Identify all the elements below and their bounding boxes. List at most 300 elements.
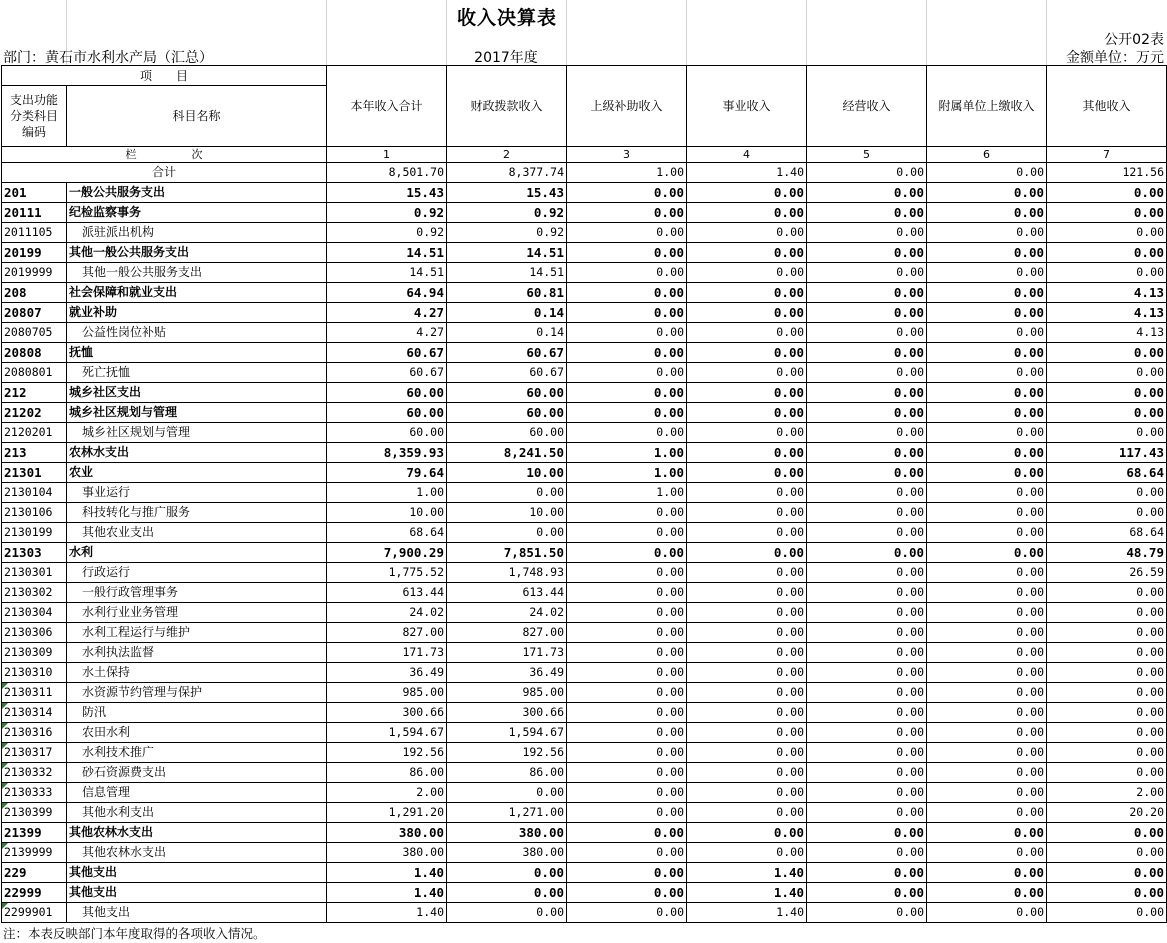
cell-value[interactable]: 0.00	[1047, 823, 1167, 843]
cell-value[interactable]: 14.51	[327, 243, 447, 263]
cell-value[interactable]: 15.43	[327, 183, 447, 203]
cell-value[interactable]: 0.00	[687, 703, 807, 723]
row-code[interactable]	[2, 483, 67, 503]
cell-value[interactable]: 0.00	[927, 323, 1047, 343]
cell-value[interactable]: 0.00	[1047, 343, 1167, 363]
cell-value[interactable]: 0.00	[927, 443, 1047, 463]
cell-value[interactable]: 0.00	[927, 523, 1047, 543]
cell-value[interactable]: 2.00	[1047, 783, 1167, 803]
row-name[interactable]: 科技转化与推广服务	[67, 503, 327, 523]
row-name[interactable]: 其他水利支出	[67, 803, 327, 823]
cell-value[interactable]: 0.00	[1047, 643, 1167, 663]
cell-value[interactable]: 0.00	[927, 663, 1047, 683]
cell-value[interactable]: 0.00	[807, 523, 927, 543]
cell-value[interactable]: 0.00	[447, 883, 567, 903]
cell-value[interactable]: 0.00	[1047, 483, 1167, 503]
row-name[interactable]: 农田水利	[67, 723, 327, 743]
row-code[interactable]	[2, 463, 67, 483]
cell-value[interactable]: 0.00	[927, 563, 1047, 583]
cell-value[interactable]: 0.00	[807, 243, 927, 263]
row-code[interactable]	[2, 223, 67, 243]
cell-value[interactable]: 0.00	[567, 263, 687, 283]
cell-value[interactable]: 0.00	[687, 283, 807, 303]
cell-value[interactable]: 0.00	[807, 463, 927, 483]
row-code[interactable]	[2, 883, 67, 903]
cell-value[interactable]: 36.49	[447, 663, 567, 683]
cell-value[interactable]: 0.00	[447, 483, 567, 503]
row-code[interactable]	[2, 903, 67, 923]
cell-value[interactable]: 0.00	[1047, 603, 1167, 623]
cell-value[interactable]: 0.00	[1047, 423, 1167, 443]
row-name[interactable]: 其他支出	[67, 903, 327, 923]
cell-value[interactable]: 0.00	[927, 843, 1047, 863]
cell-value[interactable]: 0.00	[927, 643, 1047, 663]
row-name[interactable]: 其他一般公共服务支出	[67, 243, 327, 263]
cell-value[interactable]: 0.00	[807, 423, 927, 443]
cell-value[interactable]: 0.00	[567, 523, 687, 543]
cell-value[interactable]: 0.00	[687, 363, 807, 383]
cell-value[interactable]: 0.00	[807, 783, 927, 803]
cell-value[interactable]: 1.00	[567, 163, 687, 183]
cell-value[interactable]: 0.00	[567, 763, 687, 783]
cell-value[interactable]: 0.00	[687, 623, 807, 643]
row-code[interactable]	[2, 423, 67, 443]
row-name[interactable]: 城乡社区规划与管理	[67, 403, 327, 423]
cell-value[interactable]: 10.00	[327, 503, 447, 523]
cell-value[interactable]: 613.44	[447, 583, 567, 603]
cell-value[interactable]: 1.40	[327, 903, 447, 923]
cell-value[interactable]: 0.00	[567, 423, 687, 443]
cell-value[interactable]: 0.00	[567, 743, 687, 763]
cell-value[interactable]: 2.00	[327, 783, 447, 803]
row-name[interactable]: 防汛	[67, 703, 327, 723]
row-name[interactable]: 信息管理	[67, 783, 327, 803]
cell-value[interactable]: 0.00	[687, 683, 807, 703]
cell-value[interactable]: 0.00	[567, 323, 687, 343]
cell-value[interactable]: 0.14	[447, 323, 567, 343]
cell-value[interactable]: 380.00	[447, 843, 567, 863]
row-name[interactable]: 公益性岗位补贴	[67, 323, 327, 343]
row-name[interactable]: 一般行政管理事务	[67, 583, 327, 603]
row-name[interactable]: 纪检监察事务	[67, 203, 327, 223]
cell-value[interactable]: 48.79	[1047, 543, 1167, 563]
cell-value[interactable]: 0.00	[687, 423, 807, 443]
row-name[interactable]: 水利	[67, 543, 327, 563]
cell-value[interactable]: 0.00	[687, 743, 807, 763]
cell-value[interactable]: 0.00	[567, 663, 687, 683]
cell-value[interactable]: 0.00	[687, 303, 807, 323]
cell-value[interactable]: 0.00	[1047, 683, 1167, 703]
cell-value[interactable]: 0.00	[1047, 843, 1167, 863]
cell-value[interactable]: 0.92	[447, 223, 567, 243]
cell-value[interactable]: 0.00	[927, 743, 1047, 763]
cell-value[interactable]: 0.00	[807, 683, 927, 703]
cell-value[interactable]: 0.00	[687, 463, 807, 483]
cell-value[interactable]: 0.00	[927, 223, 1047, 243]
cell-value[interactable]: 0.00	[927, 723, 1047, 743]
cell-value[interactable]: 0.00	[807, 883, 927, 903]
cell-value[interactable]: 0.92	[327, 223, 447, 243]
row-name[interactable]: 派驻派出机构	[67, 223, 327, 243]
cell-value[interactable]: 0.00	[567, 503, 687, 523]
row-code[interactable]	[2, 843, 67, 863]
cell-value[interactable]: 0.00	[807, 343, 927, 363]
row-code[interactable]	[2, 763, 67, 783]
row-name[interactable]: 其他农林水支出	[67, 823, 327, 843]
cell-value[interactable]: 0.00	[567, 703, 687, 723]
cell-value[interactable]: 0.00	[1047, 883, 1167, 903]
cell-value[interactable]: 0.00	[687, 243, 807, 263]
cell-value[interactable]: 0.00	[567, 403, 687, 423]
cell-value[interactable]: 4.27	[327, 323, 447, 343]
cell-value[interactable]: 60.00	[447, 403, 567, 423]
cell-value[interactable]: 1.00	[327, 483, 447, 503]
cell-value[interactable]: 827.00	[327, 623, 447, 643]
row-code[interactable]	[2, 203, 67, 223]
cell-value[interactable]: 0.00	[927, 543, 1047, 563]
cell-value[interactable]: 1.40	[687, 163, 807, 183]
row-name[interactable]: 其他支出	[67, 883, 327, 903]
cell-value[interactable]: 60.67	[327, 343, 447, 363]
row-name[interactable]: 其他农林水支出	[67, 843, 327, 863]
cell-value[interactable]: 0.00	[927, 363, 1047, 383]
cell-value[interactable]: 0.00	[807, 383, 927, 403]
cell-value[interactable]: 0.00	[927, 423, 1047, 443]
cell-value[interactable]: 1.40	[687, 903, 807, 923]
row-name[interactable]: 城乡社区规划与管理	[67, 423, 327, 443]
row-code[interactable]	[2, 283, 67, 303]
cell-value[interactable]: 0.00	[927, 783, 1047, 803]
row-code[interactable]	[2, 783, 67, 803]
cell-value[interactable]: 0.00	[687, 583, 807, 603]
cell-value[interactable]: 0.00	[807, 563, 927, 583]
cell-value[interactable]: 60.00	[447, 423, 567, 443]
row-name[interactable]: 其他支出	[67, 863, 327, 883]
row-code[interactable]	[2, 603, 67, 623]
cell-value[interactable]: 4.27	[327, 303, 447, 323]
cell-value[interactable]: 68.64	[1047, 523, 1167, 543]
cell-value[interactable]: 0.00	[687, 783, 807, 803]
cell-value[interactable]: 0.00	[1047, 723, 1167, 743]
cell-value[interactable]: 0.00	[447, 863, 567, 883]
cell-value[interactable]: 0.00	[567, 223, 687, 243]
cell-value[interactable]: 613.44	[327, 583, 447, 603]
cell-value[interactable]: 380.00	[447, 823, 567, 843]
cell-value[interactable]: 15.43	[447, 183, 567, 203]
row-name[interactable]: 其他一般公共服务支出	[67, 263, 327, 283]
cell-value[interactable]: 8,501.70	[327, 163, 447, 183]
cell-value[interactable]: 0.00	[1047, 623, 1167, 643]
cell-value[interactable]: 0.00	[687, 503, 807, 523]
cell-value[interactable]: 0.00	[807, 763, 927, 783]
row-name[interactable]: 水利执法监督	[67, 643, 327, 663]
cell-value[interactable]: 4.13	[1047, 303, 1167, 323]
row-code[interactable]	[2, 503, 67, 523]
cell-value[interactable]: 192.56	[447, 743, 567, 763]
cell-value[interactable]: 0.92	[447, 203, 567, 223]
row-name[interactable]: 农林水支出	[67, 443, 327, 463]
cell-value[interactable]: 0.00	[687, 403, 807, 423]
cell-value[interactable]: 4.13	[1047, 323, 1167, 343]
cell-value[interactable]: 60.00	[327, 383, 447, 403]
cell-value[interactable]: 0.00	[927, 583, 1047, 603]
cell-value[interactable]: 0.00	[567, 823, 687, 843]
cell-value[interactable]: 0.00	[927, 823, 1047, 843]
cell-value[interactable]: 0.00	[687, 543, 807, 563]
cell-value[interactable]: 0.00	[687, 443, 807, 463]
cell-value[interactable]: 0.00	[807, 663, 927, 683]
row-name[interactable]: 死亡抚恤	[67, 363, 327, 383]
cell-value[interactable]: 0.00	[567, 343, 687, 363]
cell-value[interactable]: 0.00	[807, 503, 927, 523]
cell-value[interactable]: 0.00	[567, 723, 687, 743]
row-code[interactable]	[2, 803, 67, 823]
cell-value[interactable]: 79.64	[327, 463, 447, 483]
cell-value[interactable]: 8,377.74	[447, 163, 567, 183]
cell-value[interactable]: 0.00	[807, 903, 927, 923]
cell-value[interactable]: 0.00	[927, 343, 1047, 363]
cell-value[interactable]: 171.73	[327, 643, 447, 663]
cell-value[interactable]: 0.00	[927, 463, 1047, 483]
cell-value[interactable]: 0.00	[927, 383, 1047, 403]
cell-value[interactable]: 0.00	[1047, 263, 1167, 283]
cell-value[interactable]: 4.13	[1047, 283, 1167, 303]
row-code[interactable]	[2, 323, 67, 343]
cell-value[interactable]: 0.00	[807, 823, 927, 843]
cell-value[interactable]: 1,594.67	[327, 723, 447, 743]
cell-value[interactable]: 60.67	[447, 343, 567, 363]
cell-value[interactable]: 0.00	[1047, 763, 1167, 783]
cell-value[interactable]: 60.00	[327, 423, 447, 443]
cell-value[interactable]: 10.00	[447, 463, 567, 483]
cell-value[interactable]: 60.81	[447, 283, 567, 303]
cell-value[interactable]: 0.00	[1047, 183, 1167, 203]
cell-value[interactable]: 0.00	[567, 683, 687, 703]
cell-value[interactable]: 0.00	[807, 643, 927, 663]
cell-value[interactable]: 20.20	[1047, 803, 1167, 823]
cell-value[interactable]: 0.00	[687, 343, 807, 363]
cell-value[interactable]: 8,359.93	[327, 443, 447, 463]
cell-value[interactable]: 0.00	[567, 863, 687, 883]
cell-value[interactable]: 0.00	[687, 803, 807, 823]
cell-value[interactable]: 0.00	[807, 403, 927, 423]
cell-value[interactable]: 300.66	[327, 703, 447, 723]
cell-value[interactable]: 0.00	[927, 403, 1047, 423]
cell-value[interactable]: 60.67	[327, 363, 447, 383]
cell-value[interactable]: 0.00	[807, 183, 927, 203]
row-code[interactable]	[2, 563, 67, 583]
cell-value[interactable]: 0.00	[927, 623, 1047, 643]
cell-value[interactable]: 0.00	[807, 203, 927, 223]
cell-value[interactable]: 0.00	[687, 563, 807, 583]
cell-value[interactable]: 0.14	[447, 303, 567, 323]
row-code[interactable]	[2, 343, 67, 363]
cell-value[interactable]: 7,851.50	[447, 543, 567, 563]
cell-value[interactable]: 1,748.93	[447, 563, 567, 583]
row-name[interactable]: 水利技术推广	[67, 743, 327, 763]
row-code[interactable]	[2, 683, 67, 703]
cell-value[interactable]: 68.64	[327, 523, 447, 543]
cell-value[interactable]: 0.00	[807, 843, 927, 863]
cell-value[interactable]: 1,291.20	[327, 803, 447, 823]
cell-value[interactable]: 0.00	[687, 763, 807, 783]
cell-value[interactable]: 36.49	[327, 663, 447, 683]
row-code[interactable]	[2, 663, 67, 683]
row-code[interactable]	[2, 583, 67, 603]
row-name[interactable]: 水利工程运行与维护	[67, 623, 327, 643]
cell-value[interactable]: 7,900.29	[327, 543, 447, 563]
row-code[interactable]	[2, 403, 67, 423]
cell-value[interactable]: 0.00	[567, 883, 687, 903]
row-code[interactable]	[2, 383, 67, 403]
cell-value[interactable]: 380.00	[327, 823, 447, 843]
cell-value[interactable]: 0.00	[447, 903, 567, 923]
cell-value[interactable]: 8,241.50	[447, 443, 567, 463]
cell-value[interactable]: 0.00	[567, 643, 687, 663]
cell-value[interactable]: 985.00	[447, 683, 567, 703]
row-name[interactable]: 水资源节约管理与保护	[67, 683, 327, 703]
cell-value[interactable]: 60.00	[327, 403, 447, 423]
cell-value[interactable]: 1.00	[567, 483, 687, 503]
cell-value[interactable]: 0.00	[927, 603, 1047, 623]
cell-value[interactable]: 0.00	[927, 883, 1047, 903]
cell-value[interactable]: 0.00	[567, 563, 687, 583]
cell-value[interactable]: 1.40	[687, 863, 807, 883]
cell-value[interactable]: 0.00	[807, 323, 927, 343]
cell-value[interactable]: 171.73	[447, 643, 567, 663]
cell-value[interactable]: 0.00	[807, 603, 927, 623]
cell-value[interactable]: 827.00	[447, 623, 567, 643]
cell-value[interactable]: 0.00	[687, 483, 807, 503]
cell-value[interactable]: 0.00	[567, 383, 687, 403]
cell-value[interactable]: 0.92	[327, 203, 447, 223]
cell-value[interactable]: 0.00	[687, 183, 807, 203]
cell-value[interactable]: 0.00	[687, 323, 807, 343]
cell-value[interactable]: 0.00	[807, 223, 927, 243]
cell-value[interactable]: 68.64	[1047, 463, 1167, 483]
cell-value[interactable]: 0.00	[927, 703, 1047, 723]
cell-value[interactable]: 60.67	[447, 363, 567, 383]
cell-value[interactable]: 0.00	[927, 863, 1047, 883]
row-code[interactable]	[2, 303, 67, 323]
cell-value[interactable]: 0.00	[1047, 863, 1167, 883]
cell-value[interactable]: 1.00	[567, 443, 687, 463]
cell-value[interactable]: 0.00	[927, 283, 1047, 303]
row-name[interactable]: 砂石资源费支出	[67, 763, 327, 783]
cell-value[interactable]: 0.00	[1047, 503, 1167, 523]
cell-value[interactable]: 380.00	[327, 843, 447, 863]
cell-value[interactable]: 24.02	[327, 603, 447, 623]
cell-value[interactable]: 0.00	[927, 903, 1047, 923]
cell-value[interactable]: 0.00	[567, 303, 687, 323]
cell-value[interactable]: 0.00	[807, 443, 927, 463]
row-code[interactable]	[2, 743, 67, 763]
cell-value[interactable]: 86.00	[447, 763, 567, 783]
cell-value[interactable]: 14.51	[327, 263, 447, 283]
cell-value[interactable]: 0.00	[567, 603, 687, 623]
cell-value[interactable]: 64.94	[327, 283, 447, 303]
cell-value[interactable]: 0.00	[567, 843, 687, 863]
cell-value[interactable]: 0.00	[447, 783, 567, 803]
row-name[interactable]: 水土保持	[67, 663, 327, 683]
row-name[interactable]: 其他农业支出	[67, 523, 327, 543]
cell-value[interactable]: 0.00	[687, 523, 807, 543]
cell-value[interactable]: 0.00	[687, 723, 807, 743]
cell-value[interactable]: 86.00	[327, 763, 447, 783]
cell-value[interactable]: 0.00	[927, 263, 1047, 283]
cell-value[interactable]: 0.00	[567, 243, 687, 263]
cell-value[interactable]: 0.00	[807, 283, 927, 303]
cell-value[interactable]: 117.43	[1047, 443, 1167, 463]
cell-value[interactable]: 0.00	[567, 183, 687, 203]
cell-value[interactable]: 60.00	[447, 383, 567, 403]
cell-value[interactable]: 1,594.67	[447, 723, 567, 743]
cell-value[interactable]: 0.00	[687, 383, 807, 403]
row-name[interactable]: 城乡社区支出	[67, 383, 327, 403]
cell-value[interactable]: 0.00	[807, 303, 927, 323]
cell-value[interactable]: 0.00	[807, 803, 927, 823]
cell-value[interactable]: 0.00	[807, 483, 927, 503]
cell-value[interactable]: 0.00	[807, 703, 927, 723]
row-code[interactable]	[2, 863, 67, 883]
row-code[interactable]	[2, 363, 67, 383]
cell-value[interactable]: 0.00	[807, 623, 927, 643]
cell-value[interactable]: 1,271.00	[447, 803, 567, 823]
cell-value[interactable]: 0.00	[807, 543, 927, 563]
cell-value[interactable]: 0.00	[1047, 383, 1167, 403]
row-code[interactable]	[2, 183, 67, 203]
cell-value[interactable]: 0.00	[567, 543, 687, 563]
row-name[interactable]: 社会保障和就业支出	[67, 283, 327, 303]
row-code[interactable]	[2, 623, 67, 643]
cell-value[interactable]: 0.00	[1047, 703, 1167, 723]
cell-value[interactable]: 0.00	[567, 583, 687, 603]
cell-value[interactable]: 121.56	[1047, 163, 1167, 183]
cell-value[interactable]: 0.00	[1047, 903, 1167, 923]
cell-value[interactable]: 0.00	[927, 243, 1047, 263]
cell-value[interactable]: 0.00	[927, 683, 1047, 703]
cell-value[interactable]: 985.00	[327, 683, 447, 703]
cell-value[interactable]: 0.00	[927, 303, 1047, 323]
cell-value[interactable]: 0.00	[567, 203, 687, 223]
cell-value[interactable]: 1.00	[567, 463, 687, 483]
cell-value[interactable]: 0.00	[927, 203, 1047, 223]
cell-value[interactable]: 26.59	[1047, 563, 1167, 583]
cell-value[interactable]: 300.66	[447, 703, 567, 723]
cell-value[interactable]: 0.00	[807, 863, 927, 883]
cell-value[interactable]: 0.00	[567, 363, 687, 383]
cell-value[interactable]: 0.00	[687, 603, 807, 623]
row-code[interactable]	[2, 703, 67, 723]
row-code[interactable]	[2, 523, 67, 543]
cell-value[interactable]: 0.00	[927, 163, 1047, 183]
cell-value[interactable]: 0.00	[927, 763, 1047, 783]
row-name[interactable]: 农业	[67, 463, 327, 483]
cell-value[interactable]: 192.56	[327, 743, 447, 763]
cell-value[interactable]: 0.00	[567, 283, 687, 303]
cell-value[interactable]: 0.00	[807, 263, 927, 283]
cell-value[interactable]: 0.00	[807, 163, 927, 183]
row-code[interactable]	[2, 643, 67, 663]
cell-value[interactable]: 0.00	[567, 623, 687, 643]
cell-value[interactable]: 0.00	[927, 803, 1047, 823]
row-name[interactable]: 事业运行	[67, 483, 327, 503]
row-code[interactable]	[2, 543, 67, 563]
cell-value[interactable]: 0.00	[1047, 663, 1167, 683]
cell-value[interactable]: 0.00	[687, 663, 807, 683]
cell-value[interactable]: 14.51	[447, 243, 567, 263]
row-name[interactable]: 抚恤	[67, 343, 327, 363]
